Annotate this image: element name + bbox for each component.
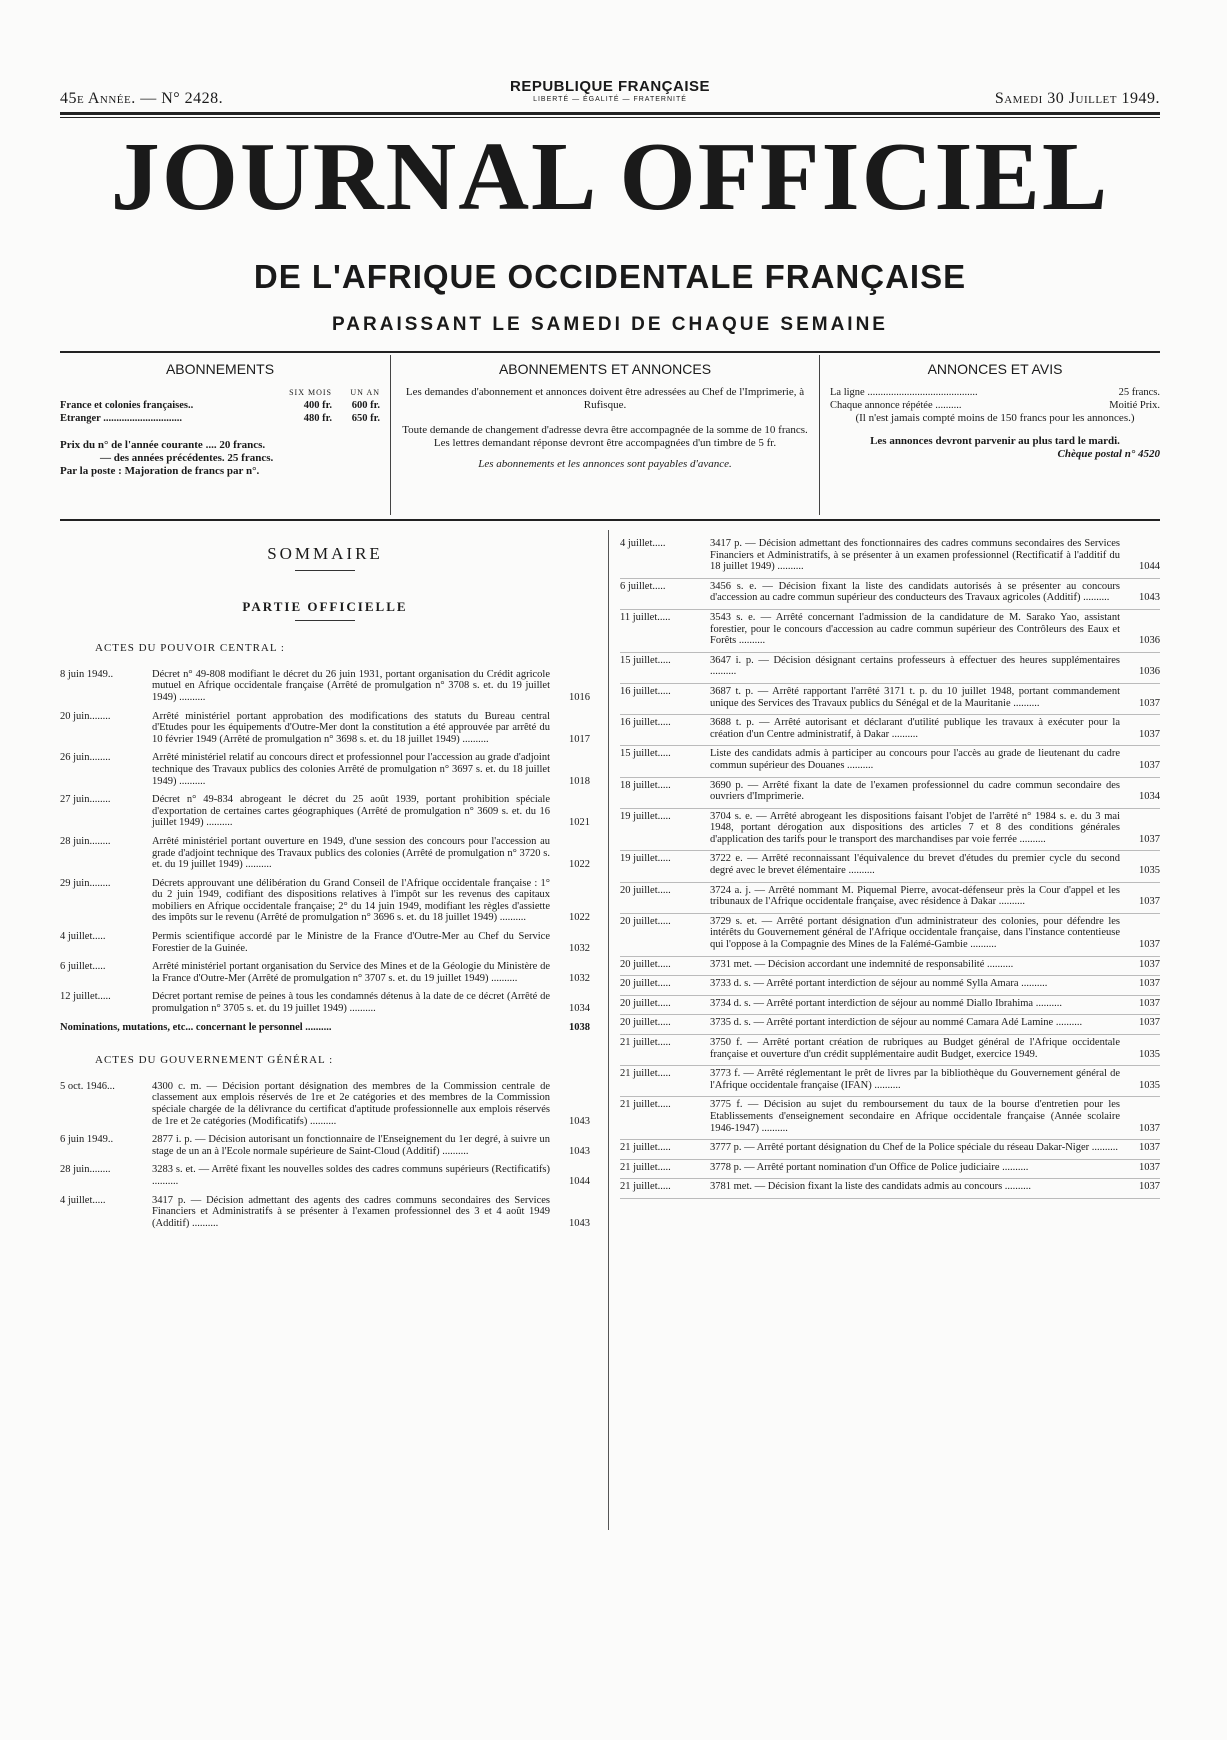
annonce-paragraph: Les demandes d'abonnement et annonces doivent être adressées au Chef de l'Imprimerie, à Rufisque. [405, 386, 805, 411]
price-row: France et colonies françaises.. 400 fr. 600 fr. [60, 400, 380, 411]
sommaire-entry [620, 778, 1160, 809]
sommaire-entry [620, 746, 1160, 777]
sommaire-entry [60, 1081, 590, 1127]
entry-date: 18 juillet..... [620, 779, 671, 791]
entry-text: 2877 i. p. — Décision autorisant un fonctionnaire de l'Enseignement du 1er degré, à suivre un stage de un an à l'Ecole normale supérieure de Saint-Cloud (Additif) .......... [152, 1134, 550, 1157]
entry-date: 20 juillet..... [620, 958, 671, 970]
sommaire-entry [620, 976, 1160, 996]
tarif-row: La ligne .......................................... 25 francs. [830, 387, 1160, 398]
entry-text: 3750 f. — Arrêté portant création de rubriques au Budget général de l'Afrique occidentale française et ouverture d'un crédit supplémentaire audit Budget, exercice 1949. [710, 1037, 1120, 1060]
abonnements-heading: ABONNEMENTS [165, 361, 275, 377]
entry-text: 3543 s. e. — Arrêté concernant l'admission de la candidature de M. Sarako Yao, assistant forestier, pour le concours d'accession au cadre commun supérieur des Contrôleurs des Eaux et Forêts .......... [710, 611, 1120, 647]
prix-line: — des années précédentes. 25 francs. [100, 452, 274, 464]
entry-date: 20 juin........ [60, 710, 111, 722]
sommaire-entry [60, 961, 590, 984]
sommaire-entry [620, 914, 1160, 957]
republic-label: REPUBLIQUE FRANÇAISE [509, 78, 710, 95]
entry-text: 3690 p. — Arrêté fixant la date de l'examen professionnel du cadre commun secondaire des ouvriers d'Imprimerie. [710, 779, 1120, 803]
sommaire-right-column [620, 536, 1160, 1199]
sommaire-entry [620, 1097, 1160, 1140]
sommaire-entry [620, 1140, 1160, 1160]
entry-date: 12 juillet..... [60, 991, 111, 1003]
entry-page: 1035 [1139, 865, 1160, 877]
journal-subtitle: DE L'AFRIQUE OCCIDENTALE FRANÇAISE [253, 258, 967, 295]
sommaire-entry [620, 851, 1160, 882]
entry-text: 3735 d. s. — Arrêté portant interdiction de séjour au nommé Camara Adé Lamine .......... [710, 1017, 1083, 1029]
entry-date: 21 juillet..... [620, 1037, 671, 1048]
entry-date: 19 juillet..... [620, 853, 671, 865]
entry-page: 1036 [1139, 666, 1160, 678]
annonce-paragraph: Les abonnements et les annonces sont payables d'avance. [478, 458, 732, 470]
entry-page: 1035 [1139, 1079, 1160, 1091]
entry-date: 26 juin........ [60, 752, 111, 764]
entry-text: 3734 d. s. — Arrêté portant interdiction de séjour au nommé Diallo Ibrahima .......... [710, 997, 1062, 1009]
masthead-top-row [60, 78, 1160, 110]
entry-date: 16 juillet..... [620, 717, 671, 729]
sommaire-entry [620, 1015, 1160, 1035]
sommaire-entry [60, 1164, 590, 1187]
prix-line: Par la poste : Majoration de francs par n°. [60, 465, 260, 477]
col-six-mois: SIX MOIS [289, 388, 332, 397]
entry-page: 1037 [1139, 978, 1160, 990]
entry-text: Arrêté ministériel portant ouverture en 1949, d'une session des concours pour l'accession au grade d'adjoint technique des Travaux publics des colonies (Arrêté de promulgation n° 3720 s. et. du 19 juillet 1949) .......... [152, 835, 550, 871]
partie-officielle-heading: PARTIE OFFICIELLE [242, 598, 408, 614]
entry-date: 5 oct. 1946... [60, 1080, 115, 1092]
entry-date: 15 juillet..... [620, 654, 671, 666]
sommaire-entry [60, 836, 590, 871]
masthead-rule [60, 112, 1160, 115]
box-bottom-rule [60, 519, 1160, 521]
entry-page: 1035 [1139, 1048, 1160, 1060]
entry-page: 1037 [1139, 728, 1160, 740]
entry-text: 3704 s. e. — Arrêté abrogeant les dispositions faisant l'objet de l'arrêté n° 1984 s. e. du 3 mai 1948, portant dérogation aux dispositions des articles 7 et 8 des conditions générales d'application des tarifs pour le transport des marchandises par voie ferrée .......... [710, 810, 1120, 845]
sommaire-entry [60, 931, 590, 954]
entry-date: 21 juillet..... [620, 1099, 671, 1111]
sommaire-entry [620, 1035, 1160, 1066]
entry-page: 1016 [569, 691, 590, 703]
entry-page: 1043 [569, 1145, 590, 1157]
sommaire-entry [620, 684, 1160, 715]
sommaire-entry [60, 991, 590, 1014]
entry-text: 3724 a. j. — Arrêté nommant M. Piquemal Pierre, avocat-défenseur près la Cour d'appel et les tribunaux de l'Afrique occidentale française, avec résidence à Dakar .......... [710, 884, 1120, 908]
abonnements-annonces-column [390, 355, 820, 515]
republic-block [420, 78, 800, 103]
entry-date: 4 juillet..... [620, 538, 666, 549]
entry-page: 1037 [1139, 759, 1160, 771]
entry-page: 1017 [569, 733, 590, 745]
entry-page: 1037 [1139, 997, 1160, 1009]
sommaire-entry [620, 653, 1160, 684]
entry-text: 3777 p. — Arrêté portant désignation du Chef de la Police spéciale du réseau Dakar-Niger .......... [710, 1142, 1118, 1154]
entry-date: 4 juillet..... [60, 1194, 106, 1206]
entry-date: 20 juillet..... [620, 997, 671, 1009]
entry-page: 1018 [569, 775, 590, 787]
entry-date: 19 juillet..... [620, 810, 671, 822]
entry-page: 1022 [569, 912, 590, 924]
entry-date: 6 juillet..... [60, 961, 106, 973]
entry-page: 1032 [569, 942, 590, 954]
sommaire-entry [60, 1195, 590, 1230]
sommaire-entry [620, 809, 1160, 852]
entry-date: 27 juin........ [60, 794, 111, 806]
entry-text: Permis scientifique accordé par le Ministre de la France d'Outre-Mer au Chef du Service Forestier de la Guinée. [152, 931, 550, 954]
entry-text: Arrêté ministériel relatif au concours direct et professionnel pour l'accession au grade d'adjoint technique des Travaux publics des colonies Arrêté de promulgation n° 3697 s. et. du 18 juillet 1949) .......... [152, 752, 550, 787]
entry-text: Arrêté ministériel portant organisation du Service des Mines et de la Géologie du Ministère de la France d'Outre-Mer (Arrêté de promulgation n° 3707 s. et. du 19 juillet 1949) .......... [152, 961, 550, 984]
entry-page: 1037 [1139, 939, 1160, 951]
entry-page: 1021 [569, 817, 590, 829]
sommaire-entry [620, 1160, 1160, 1180]
entry-date: 29 juin........ [60, 877, 111, 889]
entry-text: 3417 p. — Décision admettant des fonctionnaires des cadres communs secondaires des Services Financiers et Administratifs, à se présenter à un examen professionnel (Rectificatif à l'additif du 18 juillet 1949) .......... [710, 538, 1120, 573]
subscription-box [60, 355, 1160, 520]
entry-date: 8 juin 1949.. [60, 668, 114, 680]
entry-text: 4300 c. m. — Décision portant désignation des membres de la Commission centrale de classement aux emplois réservés de 1re et 2e catégories et des membres de la Commission spéciale chargée de la délivrance du certificat d'aptitude professionnelle aux emplois réservés de 1re et 2e catégories (Modificatifs) .......... [152, 1080, 550, 1127]
entry-text: Décret portant remise de peines à tous les condamnés détenus à la date de ce décret (Arrêté de promulgation n° 3705 s. et. du 19 juillet 1949) .......... [152, 991, 550, 1015]
entry-text: 3647 i. p. — Décision désignant certains professeurs à effectuer des heures supplémentaires .......... [710, 654, 1120, 678]
prix-line: Prix du n° de l'année courante .... 20 francs. [60, 439, 266, 451]
price-row: Etranger .............................. 480 fr. 650 fr. [60, 413, 380, 424]
section-pouvoir-central: ACTES DU POUVOIR CENTRAL : [95, 642, 285, 655]
entry-page: 1037 [1139, 1181, 1160, 1193]
entry-page: 1037 [1139, 1017, 1160, 1029]
entry-text: 3773 f. — Arrêté réglementant le prêt de livres par la bibliothèque du Gouvernement général de l'Afrique occidentale française (IFAN) .......... [710, 1068, 1120, 1091]
entry-date: 20 juillet..... [620, 915, 671, 927]
entry-date: 20 juillet..... [620, 978, 671, 990]
abonnements-annonces-heading: ABONNEMENTS ET ANNONCES [498, 361, 712, 377]
entry-text: Liste des candidats admis à participer au concours pour l'accès au grade de lieutenant du cadre commun supérieur des Douanes .......... [710, 748, 1120, 771]
entry-page: 1043 [1139, 592, 1160, 604]
entry-date: 28 juin........ [60, 1164, 111, 1176]
entry-text: 3733 d. s. — Arrêté portant interdiction de séjour au nommé Sylla Amara .......... [710, 978, 1048, 990]
box-top-rule [60, 351, 1160, 353]
entry-page: 1037 [1139, 958, 1160, 970]
entry-page: 1022 [569, 859, 590, 871]
sommaire-title: SOMMAIRE [267, 544, 383, 563]
entry-page: 1044 [1139, 561, 1160, 573]
entry-page: 1037 [1139, 697, 1160, 709]
sommaire-entry [60, 878, 590, 924]
sommaire-entry [620, 883, 1160, 914]
entry-date: 6 juin 1949.. [60, 1134, 114, 1146]
entry-page: 1037 [1139, 833, 1160, 845]
entry-page: 1037 [1139, 896, 1160, 908]
sommaire-entry [60, 1134, 590, 1157]
issue-date: Samedi 30 Juillet 1949. [994, 90, 1160, 107]
sommaire-entry [60, 669, 590, 704]
entry-text: 3456 s. e. — Décision fixant la liste des candidats autorisés à se présenter au concours d'accession au cadre commun supérieur des conducteurs des Travaux agricoles (Additif) .......... [710, 580, 1120, 604]
entry-date: 15 juillet..... [620, 748, 671, 760]
nominations-entry: Nominations, mutations, etc... concernant le personnel .......... 1038 [60, 1021, 590, 1033]
section-gouvernement-general: ACTES DU GOUVERNEMENT GÉNÉRAL : [95, 1054, 334, 1067]
sommaire-entry [620, 715, 1160, 746]
periodicity: PARAISSANT LE SAMEDI DE CHAQUE SEMAINE [332, 314, 888, 335]
sommaire-entry [620, 536, 1160, 579]
column-separator [608, 530, 609, 1530]
entry-text: 3731 met. — Décision accordant une indemnité de responsabilité .......... [710, 958, 1014, 970]
sommaire-entry [60, 752, 590, 787]
entry-date: 21 juillet..... [620, 1181, 671, 1193]
entry-page: 1034 [569, 1003, 590, 1015]
entry-date: 28 juin........ [60, 835, 111, 847]
entry-text: Décret n° 49-808 modifiant le décret du 26 juin 1931, portant organisation du Crédit agricole mutuel en Afrique occidentale française (Arrêté de promulgation n° 3708 s. et. du 19 juillet 1949) .......... [152, 668, 550, 703]
entry-page: 1036 [1139, 635, 1160, 647]
entry-date: 6 juillet..... [620, 580, 666, 592]
entry-text: 3688 t. p. — Arrêté autorisant et déclarant d'utilité publique les travaux à exécuter pour la création d'un Centre administratif, à Dakar .......... [710, 717, 1120, 740]
entry-date: 21 juillet..... [620, 1161, 671, 1173]
entry-page: 1044 [569, 1175, 590, 1187]
sommaire-entry [60, 711, 590, 746]
entry-date: 20 juillet..... [620, 884, 671, 896]
entry-page: 1043 [569, 1115, 590, 1127]
entry-text: 3722 e. — Arrêté reconnaissant l'équivalence du brevet d'études du premier cycle du second degré avec le brevet élémentaire .......... [710, 853, 1120, 877]
annonces-avis-column [830, 355, 1160, 515]
entry-text: 3778 p. — Arrêté portant nomination d'un Office de Police judiciaire .......... [710, 1161, 1029, 1173]
motto: LIBERTÉ — ÉGALITÉ — FRATERNITÉ [533, 96, 687, 103]
entry-date: 21 juillet..... [620, 1142, 671, 1154]
col-un-an: UN AN [350, 388, 380, 397]
cheque-postal: Chèque postal n° 4520 [1057, 448, 1160, 460]
sommaire-left-column [60, 542, 590, 1236]
entry-text: 3781 met. — Décision fixant la liste des candidats admis au concours .......... [710, 1181, 1032, 1193]
entry-text: Décrets approuvant une délibération du Grand Conseil de l'Afrique occidentale française : 1° du 2 juin 1949, codifiant des dispositions relatives à l'impôt sur les revenus des capitaux mobiliers en Afrique occidentale française; 2° du 14 juin 1949, modifiant les règles d'assiette des impôts sur le revenu (Arrêté de promulgation n° 3696 s. et. du 18 juillet 1949) .......... [152, 877, 550, 924]
sommaire-entry [60, 794, 590, 829]
entry-date: 16 juillet..... [620, 685, 671, 697]
entry-page: 1032 [569, 972, 590, 984]
entry-text: 3687 t. p. — Arrêté rapportant l'arrêté 3171 t. p. du 10 juillet 1948, portant commandement unique des Services des Travaux publics du Sénégal et de la Mauritanie .......... [710, 685, 1120, 709]
annonces-avis-heading: ANNONCES ET AVIS [927, 361, 1063, 377]
entry-date: 21 juillet..... [620, 1068, 671, 1080]
abonnements-column [60, 355, 380, 515]
sommaire-entry [620, 1066, 1160, 1097]
avis-note: (Il n'est jamais compté moins de 150 francs pour les annonces.) [855, 412, 1135, 424]
journal-title: JOURNAL OFFICIEL [110, 123, 1110, 231]
entry-date: 4 juillet..... [60, 931, 106, 943]
divider [295, 620, 355, 621]
entry-text: 3729 s. et. — Arrêté portant désignation d'un administrateur des colonies, pour défendre les intérêts du Gouvernement général de l'Afrique occidentale française, dans l'instance contentieuse qui l'oppose à la Compagnie des Mines de la Falémé-Gambie .......... [710, 915, 1120, 951]
sommaire-entry [620, 996, 1160, 1016]
entry-date: 11 juillet..... [620, 611, 671, 623]
annonce-paragraph: Toute demande de changement d'adresse devra être accompagnée de la somme de 10 francs. Les lettres demandant réponse devront être accompagnées d'un timbre de 5 fr. [402, 424, 808, 449]
divider [295, 570, 355, 571]
entry-text: Décret n° 49-834 abrogeant le décret du 25 août 1939, portant prohibition spéciale d'exportation de certaines cartes géographiques (Arrêté de promulgation n° 3609 s. et. du 16 juillet 1949) .......... [152, 794, 550, 829]
entry-page: 1043 [569, 1217, 590, 1229]
sommaire-entry [620, 957, 1160, 977]
sommaire-entry [620, 579, 1160, 610]
entry-date: 20 juillet..... [620, 1017, 671, 1029]
avis-deadline: Les annonces devront parvenir au plus tard le mardi. [870, 435, 1120, 447]
sommaire-entry [620, 610, 1160, 653]
entry-text: 3775 f. — Décision au sujet du remboursement du taux de la bourse d'entretien pour les Etablissements d'enseignement secondaire en Afrique occidentale française (Année scolaire 1946-1947) .......... [710, 1099, 1120, 1134]
entry-page: 1034 [1139, 791, 1160, 803]
price-columns-header [60, 386, 380, 399]
entry-page: 1037 [1139, 1161, 1160, 1173]
sommaire-entry [620, 1179, 1160, 1199]
entry-text: 3283 s. et. — Arrêté fixant les nouvelles soldes des cadres communs supérieurs (Rectificatifs) .......... [152, 1164, 550, 1187]
tarif-row: Chaque annonce répétée .......... Moitié Prix. [830, 400, 1160, 411]
entry-text: 3417 p. — Décision admettant des agents des cadres communs secondaires des Services Financiers et Administratifs à se présenter à l'examen professionnel des 3 et 4 août 1949 (Additif) .......... [152, 1194, 550, 1229]
entry-text: Arrêté ministériel portant approbation des modifications des statuts du Bureau central d'Etudes pour les équipements d'Outre-Mer dont la constitution a été approuvée par arrêté du 10 février 1949 (Arrêté de promulgation n° 3698 s. et. du 18 juillet 1949) .......... [152, 710, 550, 745]
entry-page: 1037 [1139, 1142, 1160, 1154]
entry-page: 1037 [1139, 1122, 1160, 1134]
year-issue: 45e Année. — N° 2428. [60, 90, 224, 107]
